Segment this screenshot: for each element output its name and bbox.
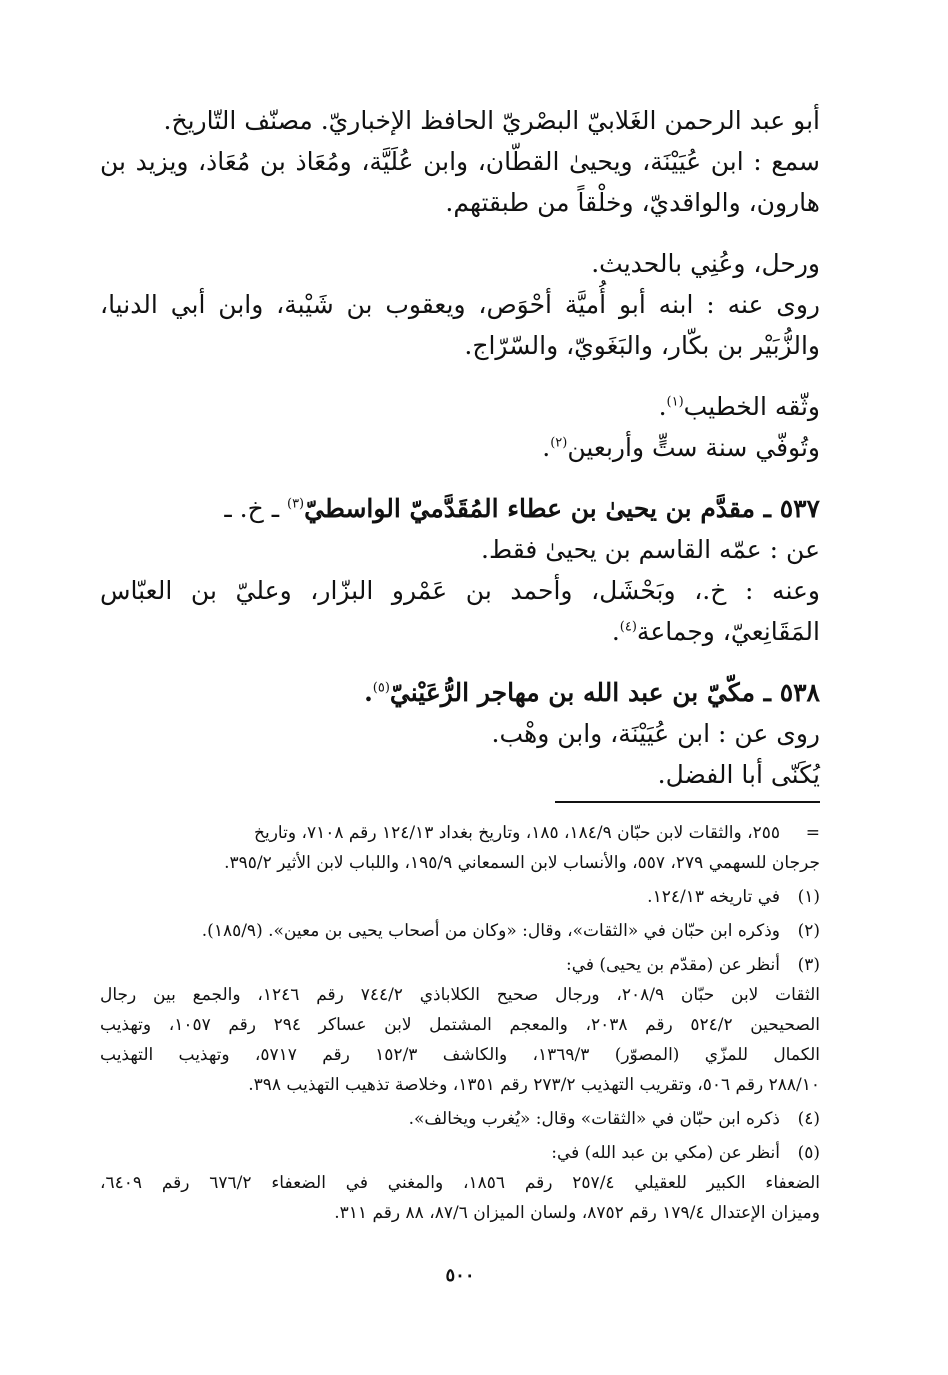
entry-537-narrators-line-2-wrap (100, 611, 820, 652)
entry-537-from: عن : عمّه القاسم بن يحيىٰ فقط. (481, 535, 820, 564)
entry-537-title-suffix: ـ خ. ـ (224, 494, 287, 523)
bio-536-narrators-line-2: والزُّبَيْر بن بكّار، والبَغَويّ، والسّرّاج. (464, 331, 820, 360)
footnote-ref-4[interactable]: (٤) (619, 619, 637, 635)
bio-536-narrators-line-1: روى عنه : ابنه أبو أُميَّة أحْوَص، ويعقوب بن شَيْبة، وابن أبي الدنيا، (100, 290, 820, 319)
footnotes-section (100, 818, 820, 1232)
bio-536-line-3: هارون، والواقديّ، وخلْقاً من طبقتهم. (445, 188, 820, 217)
footnote-continuation-marker: = (805, 823, 820, 843)
footnote-continuation-line-2: جرجان للسهمي ٢٧٩، ٥٥٧، والأنساب لابن السمعاني ١٩٥/٩، واللباب لابن الأثير ٣٩٥/٢. (224, 853, 820, 873)
paragraph-gap (100, 468, 820, 488)
footnote-1 (100, 882, 820, 912)
footnote-ref-2[interactable]: (٢) (550, 435, 568, 451)
footnote-2-row (100, 916, 820, 946)
footnote-2-text: وذكره ابن حبّان في «الثقات»، وقال: «وكان من أصحاب يحيى بن معين». (١٨٥/٩). (201, 921, 780, 941)
footnote-2-marker: (٢) (797, 921, 820, 941)
period: . (658, 392, 667, 421)
paragraph-gap (100, 223, 820, 243)
entry-538-title-line (100, 672, 820, 713)
bio-536-paragraph (100, 100, 820, 223)
entry-538-title-end: . (364, 678, 373, 707)
footnote-3-heading: أنظر عن (مقدّم بن يحيى) في: (565, 955, 780, 975)
page-number: ٥٠٠ (445, 1265, 475, 1286)
footnote-5-row (100, 1138, 820, 1168)
entry-537-narrators-line-2: المَقَانِعيّ، وجماعة (636, 617, 820, 646)
footnote-3-row (100, 950, 820, 980)
bio-536-travel: ورحل، وعُنِي بالحديث. (591, 249, 820, 278)
bio-536-travel-paragraph (100, 243, 820, 366)
entry-537-title-line (100, 488, 820, 529)
footnote-5-line-2: الضعفاء الكبير للعقيلي ٢٥٧/٤ رقم ١٨٥٦، والمغني في الضعفاء ٦٧٦/٢ رقم ٦٤٠٩، (100, 1173, 821, 1193)
footnote-continuation-row (100, 818, 820, 848)
period: . (542, 433, 551, 462)
main-text (100, 100, 820, 795)
book-page (100, 100, 820, 1300)
bio-536-death: وتُوفّي سنة ستٍّ وأربعين (567, 433, 820, 462)
bio-536-death-line (100, 427, 820, 468)
footnote-5-line-3: وميزان الإعتدال ١٧٩/٤ رقم ٨٧٥٢، ولسان الميزان ٨٧/٦، ٨٨ رقم ٣١١. (334, 1203, 820, 1223)
entry-538 (100, 672, 820, 795)
footnote-3-line-2: الثقات لابن حبّان ٢٠٨/٩، ورجال صحيح الكلاباذي ٧٤٤/٢ رقم ١٢٤٦، والجمع بين رجال (100, 985, 820, 1005)
entry-537 (100, 488, 820, 652)
entry-538-kunya: يُكَنّى أبا الفضل. (657, 760, 820, 789)
footnote-1-text: في تاريخه ١٢٤/١٣. (647, 887, 780, 907)
entry-537-narrators-end: . (611, 617, 620, 646)
footnote-3-line-4: الكمال للمزّي (المصوّر) ١٣٦٩/٣، والكاشف ١٥٢/٣ رقم ٥٧١٧، وتهذيب التهذيب (100, 1045, 820, 1065)
footnote-3 (100, 950, 820, 1100)
bio-536-line-1: أبو عبد الرحمن الغَلابيّ البصْريّ الحافظ الإخباريّ. مصنّف التّاريخ. (163, 106, 820, 135)
bio-536-closing-paragraph (100, 386, 820, 468)
footnote-4-text: ذكره ابن حبّان في «الثقات» وقال: «يُغرب ويخالف». (408, 1109, 780, 1129)
footnote-ref-5[interactable]: (٥) (372, 680, 390, 696)
footnote-ref-1[interactable]: (١) (666, 394, 684, 410)
footnote-continuation-line-1: ٢٥٥، والثقات لابن حبّان ١٨٤/٩، ١٨٥، وتاريخ بغداد ١٢٤/١٣ رقم ٧١٠٨، وتاريخ (254, 823, 780, 843)
entry-537-title: ٥٣٧ ـ مقدَّم بن يحيىٰ بن عطاء المُقَدَّميّ الواسطيّ (304, 494, 820, 523)
footnote-5-marker: (٥) (797, 1143, 820, 1163)
entry-538-narrated: روى عن : ابن عُيَيْنَة، وابن وهْب. (491, 719, 820, 748)
footnote-4-row (100, 1104, 820, 1134)
footnote-continuation (100, 818, 820, 878)
footnote-3-line-3: الصحيحين ٥٢٤/٢ رقم ٢٠٣٨، والمعجم المشتمل لابن عساكر ٢٩٤ رقم ١٠٥٧، وتهذيب (100, 1015, 820, 1035)
bio-536-trust-line (100, 386, 820, 427)
footnote-4 (100, 1104, 820, 1134)
footnote-3-marker: (٣) (797, 955, 820, 975)
bio-536-line-2: سمع : ابن عُيَيْنَة، ويحيىٰ القطّان، وابن عُلَيَّة، ومُعَاذ بن مُعَاذ، ويزيد بن (100, 147, 820, 176)
footnote-5 (100, 1138, 820, 1228)
paragraph-gap (100, 366, 820, 386)
footnote-1-row (100, 882, 820, 912)
entry-537-narrators-line-1: وعنه : خ.، وبَحْشَل، وأحمد بن عَمْرو البزّار، وعليّ بن العبّاس (100, 576, 820, 605)
footnote-5-heading: أنظر عن (مكي بن عبد الله) في: (551, 1143, 780, 1163)
entry-538-title: ٥٣٨ ـ مكّيّ بن عبد الله بن مهاجر الرُّعَيْنيّ (389, 678, 820, 707)
paragraph-gap (100, 652, 820, 672)
bio-536-trust: وثّقه الخطيب (683, 392, 820, 421)
footnote-4-marker: (٤) (797, 1109, 820, 1129)
footnote-2 (100, 916, 820, 946)
footnote-1-marker: (١) (797, 887, 820, 907)
footnote-divider (555, 801, 820, 803)
footnote-3-line-5: ٢٨٨/١٠ رقم ٥٠٦، وتقريب التهذيب ٢٧٣/٢ رقم ١٣٥١، وخلاصة تذهيب التهذيب ٣٩٨. (248, 1075, 820, 1095)
footnote-ref-3[interactable]: (٣) (286, 496, 305, 512)
